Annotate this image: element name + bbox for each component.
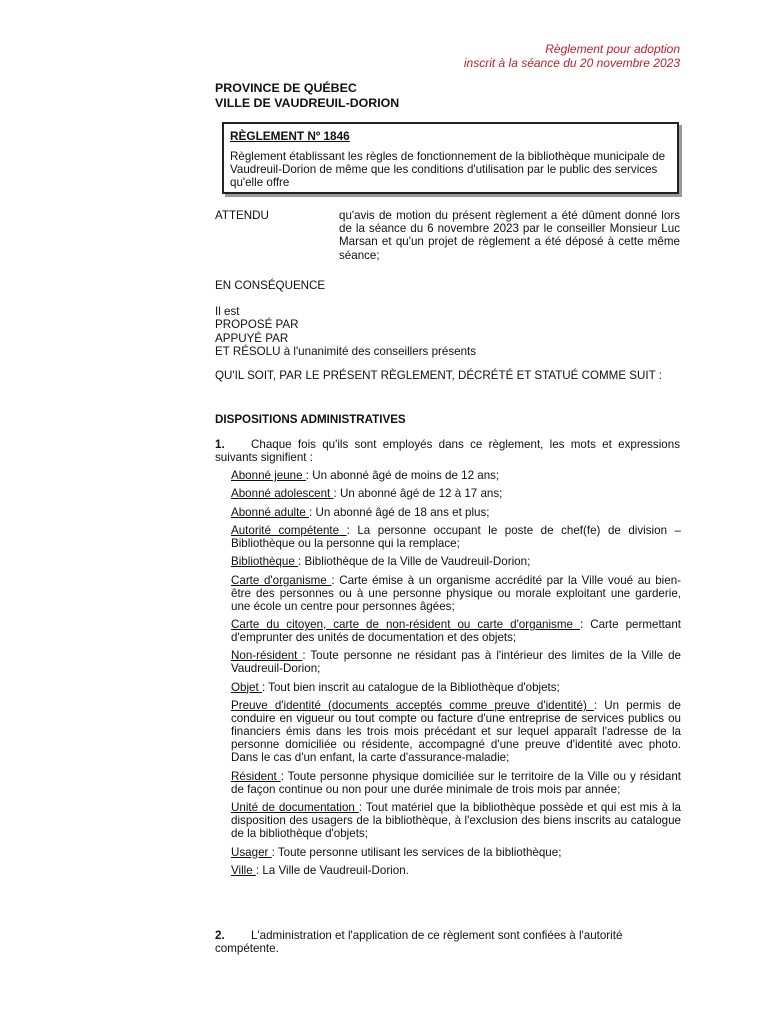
definition-term: Carte du citoyen, carte de non-résident ou carte d'organisme [231, 617, 580, 631]
definition-item [231, 846, 681, 859]
definition-text: : Tout matériel que la bibliothèque possède et qui est mis à la disposition des usagers de la bibliothèque, à l'exclusion des biens inscrits au catalogue de la bibliothèque d'objets; [231, 801, 681, 841]
decree-statement: QU'IL SOIT, PAR LE PRÉSENT RÈGLEMENT, DÉCRÉTÉ ET STATUÉ COMME SUIT : [215, 369, 662, 382]
definition-term: Carte d'organisme [231, 573, 332, 587]
regulation-description: Règlement établissant les règles de fonctionnement de la bibliothèque municipale de Vaudreuil-Dorion de même que les conditions d'utilisation par le public des services qu'elle offre [230, 150, 666, 190]
regulation-title: RÈGLEMENT Nº 1846 [230, 129, 350, 143]
resolution-line3: APPUYÉ PAR [215, 331, 289, 345]
definition-text: : Un abonné âgé de 18 ans et plus; [309, 505, 490, 519]
definition-item [231, 469, 681, 482]
city-name: VILLE DE VAUDREUIL-DORION [215, 95, 400, 110]
definition-item [231, 801, 681, 840]
definition-term: Abonné jeune [231, 469, 306, 482]
definition-text: : Bibliothèque de la Ville de Vaudreuil-Dorion; [298, 555, 531, 569]
definition-item [231, 864, 681, 877]
definition-text: : Carte permettant d'emprunter des unités de documentation et des objets; [231, 617, 682, 645]
definition-text: : Un abonné âgé de moins de 12 ans; [305, 469, 500, 482]
definition-term: Objet [231, 680, 262, 694]
article-2-text: L'administration et l'application de ce règlement sont confiées à l'autorité compétente. [215, 929, 623, 956]
resolution-line2: PROPOSÉ PAR [215, 318, 299, 332]
regulation-box [222, 122, 679, 194]
definition-item [231, 487, 681, 500]
definition-item [231, 555, 681, 568]
definition-item [231, 618, 681, 644]
definition-text: : Un permis de conduire en vigueur ou tout compte ou facture d'une entreprise de services publics ou financiers émis dans les trois mois précédant et sur lequel apparaît l'adresse de la personne domiciliée ou résidente, accompagné d'une preuve d'identité avec photo. Dans le cas d'un enfant, la carte d'assurance-maladie; [231, 699, 682, 765]
attendu-text: qu'avis de motion du présent règlement a été dûment donné lors de la séance du 6 novembre 2023 par le conseiller Monsieur Luc Marsan et qu'un projet de règlement a été déposé à cette même séance; [339, 209, 680, 262]
definition-term: Preuve d'identité (documents acceptés comme preuve d'identité) [231, 699, 594, 712]
definition-term: Autorité compétente [231, 523, 347, 537]
definition-text: : Un abonné âgé de 12 à 17 ans; [333, 487, 503, 501]
definition-text: : Tout bien inscrit au catalogue de la Bibliothèque d'objets; [261, 680, 560, 694]
adoption-note [464, 42, 680, 70]
resolution-line4: ET RÉSOLU à l'unanimité des conseillers présents [215, 345, 477, 359]
definition-term: Résident [231, 769, 281, 783]
definition-item [231, 699, 681, 764]
definitions-list [231, 469, 681, 882]
definition-term: Abonné adolescent [231, 487, 334, 501]
definition-item [231, 681, 681, 694]
resolution-block [215, 305, 680, 359]
definition-item [231, 524, 681, 550]
article-2-number: 2. [215, 929, 225, 942]
resolution-line1: Il est [215, 305, 240, 318]
definition-term: Abonné adulte [231, 505, 310, 519]
province-name: PROVINCE DE QUÉBEC [215, 81, 357, 95]
definition-term: Non-résident [231, 649, 303, 663]
province-heading [215, 81, 399, 110]
consequence-heading: EN CONSÉQUENCE [215, 279, 326, 292]
definition-item [231, 506, 681, 519]
definition-text: : Toute personne utilisant les services de la bibliothèque; [271, 845, 562, 859]
attendu-label: ATTENDU [215, 209, 269, 222]
definition-text: : Toute personne ne résidant pas à l'intérieur des limites de la Ville de Vaudreuil-Dorion; [231, 649, 681, 676]
article-2 [215, 929, 680, 956]
article-1-text: Chaque fois qu'ils sont employés dans ce règlement, les mots et expressions suivants signifient : [215, 438, 680, 465]
definition-term: Bibliothèque [231, 555, 299, 569]
section-title: DISPOSITIONS ADMINISTRATIVES [215, 413, 406, 426]
definition-text: : Carte émise à un organisme accrédité par la Ville voué au bien-être des personnes ou à une personne physique ou morale exploitant une garderie, une école un centre pour personnes âgées; [231, 573, 681, 613]
article-1 [215, 438, 680, 465]
adoption-note-line1: Règlement pour adoption [545, 42, 680, 56]
definition-term: Ville [231, 863, 256, 877]
definition-text: : La personne occupant le poste de chef(fe) de division – Bibliothèque ou la personne qui la remplace; [231, 523, 682, 550]
definition-term: Unité de documentation [231, 801, 359, 815]
article-1-number: 1. [215, 438, 225, 451]
adoption-note-line2: inscrit à la séance du 20 novembre 2023 [463, 56, 680, 70]
definition-text: : La Ville de Vaudreuil-Dorion. [255, 863, 409, 877]
definition-term: Usager [231, 845, 272, 859]
definition-item [231, 649, 681, 675]
definition-item [231, 574, 681, 613]
definition-item [231, 770, 681, 796]
definition-text: : Toute personne physique domiciliée sur le territoire de la Ville ou y résidant de façon continue ou non pour une durée minimale de trois mois par année; [231, 769, 681, 796]
